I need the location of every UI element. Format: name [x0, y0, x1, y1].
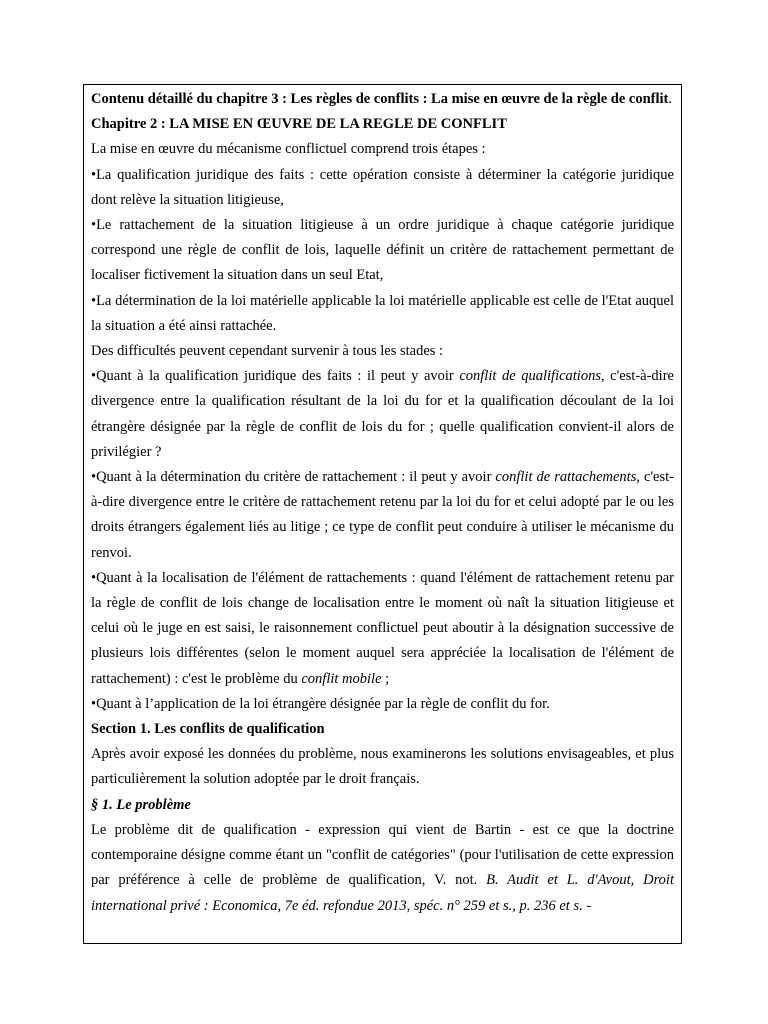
difficulty-term: conflit de rattachements	[495, 469, 637, 486]
difficulty-item-qualification	[91, 364, 674, 465]
problem-text: Le problème dit de qualification - expression qui vient de Bartin - est ce que la doctrine contemporaine désigne comme étant un "conflit de catégories" (pour l'utilisation de cette expression par préférence à celle de problème de qualification, V. not.	[91, 821, 674, 889]
chapter-contents-period: .	[668, 91, 673, 107]
difficulty-text: , c'est-à-dire divergence entre le critère de rattachement retenu par la loi du for et celui adopté par le ou les droits étrangers également liés au litige ; ce type de conflit peut conduire à utiliser le mécanisme du renvoi.	[91, 469, 674, 561]
paragraph-title: § 1. Le problème	[91, 796, 191, 813]
difficulty-text: •Quant à la détermination du critère de rattachement : il peut y avoir	[91, 469, 496, 486]
citation: B. Audit et L. d'Avout, Droit international privé : Economica, 7e éd. refondue 2013, spéc. n° 259 et s., p. 236 et s. -	[91, 872, 674, 914]
step-item: •La qualification juridique des faits : cette opération consiste à déterminer la catégorie juridique dont relève la situation litigieuse,	[91, 166, 674, 208]
difficulty-term: conflit mobile	[301, 670, 382, 687]
document-body	[84, 85, 681, 919]
difficulty-text: •Quant à la qualification juridique des faits : il peut y avoir	[91, 368, 460, 385]
difficulty-item-application: •Quant à l’application de la loi étrangère désignée par la règle de conflit du for.	[91, 695, 550, 712]
section-title: Section 1. Les conflits de qualification	[91, 721, 325, 738]
difficulty-text: •Quant à la localisation de l'élément de rattachements : quand l'élément de rattachement retenu par la règle de conflit de lois change de localisation entre le moment où naît la situation litigieuse et celui où le juge en est saisi, le raisonnement conflictuel peut aboutir à la désignation successive de plusieurs lois différentes (selon le moment auquel sera appréciée la localisation de l'élément de rattachement) : c'est le problème du	[91, 569, 674, 687]
difficulty-item-rattachement	[91, 465, 674, 566]
problem-paragraph	[91, 818, 674, 919]
chapter-contents-heading	[91, 87, 674, 112]
section-intro: Après avoir exposé les données du problème, nous examinerons les solutions envisageables, et plus particulièrement la solution adoptée par le droit français.	[91, 746, 674, 788]
difficulty-term: conflit de qualifications	[459, 368, 601, 385]
intro-paragraph: La mise en œuvre du mécanisme conflictuel comprend trois étapes :	[91, 141, 486, 158]
difficulty-item-localisation	[91, 566, 674, 692]
step-item: •La détermination de la loi matérielle applicable la loi matérielle applicable est celle de l'Etat auquel la situation a été ainsi rattachée.	[91, 292, 674, 334]
step-item: •Le rattachement de la situation litigieuse à un ordre juridique à chaque catégorie juridique correspond une règle de conflit de lois, laquelle définit un critère de rattachement permettant de localiser fictivement la situation dans un seul Etat,	[91, 217, 674, 284]
chapter-title: Chapitre 2 : LA MISE EN ŒUVRE DE LA REGLE DE CONFLIT	[91, 116, 507, 133]
chapter-contents-title: Contenu détaillé du chapitre 3 : Les règles de conflits : La mise en œuvre de la règle de conflit	[91, 91, 669, 107]
document-frame	[83, 84, 682, 944]
difficulty-text: ;	[381, 670, 390, 687]
difficulty-text: , c'est-à-dire divergence entre la qualification résultant de la loi du for et la qualification découlant de la loi étrangère désignée par la règle de conflit de lois du for ; quelle qualification convient-il alors de privilégier ?	[91, 368, 674, 460]
difficulties-intro: Des difficultés peuvent cependant survenir à tous les stades :	[91, 343, 444, 360]
